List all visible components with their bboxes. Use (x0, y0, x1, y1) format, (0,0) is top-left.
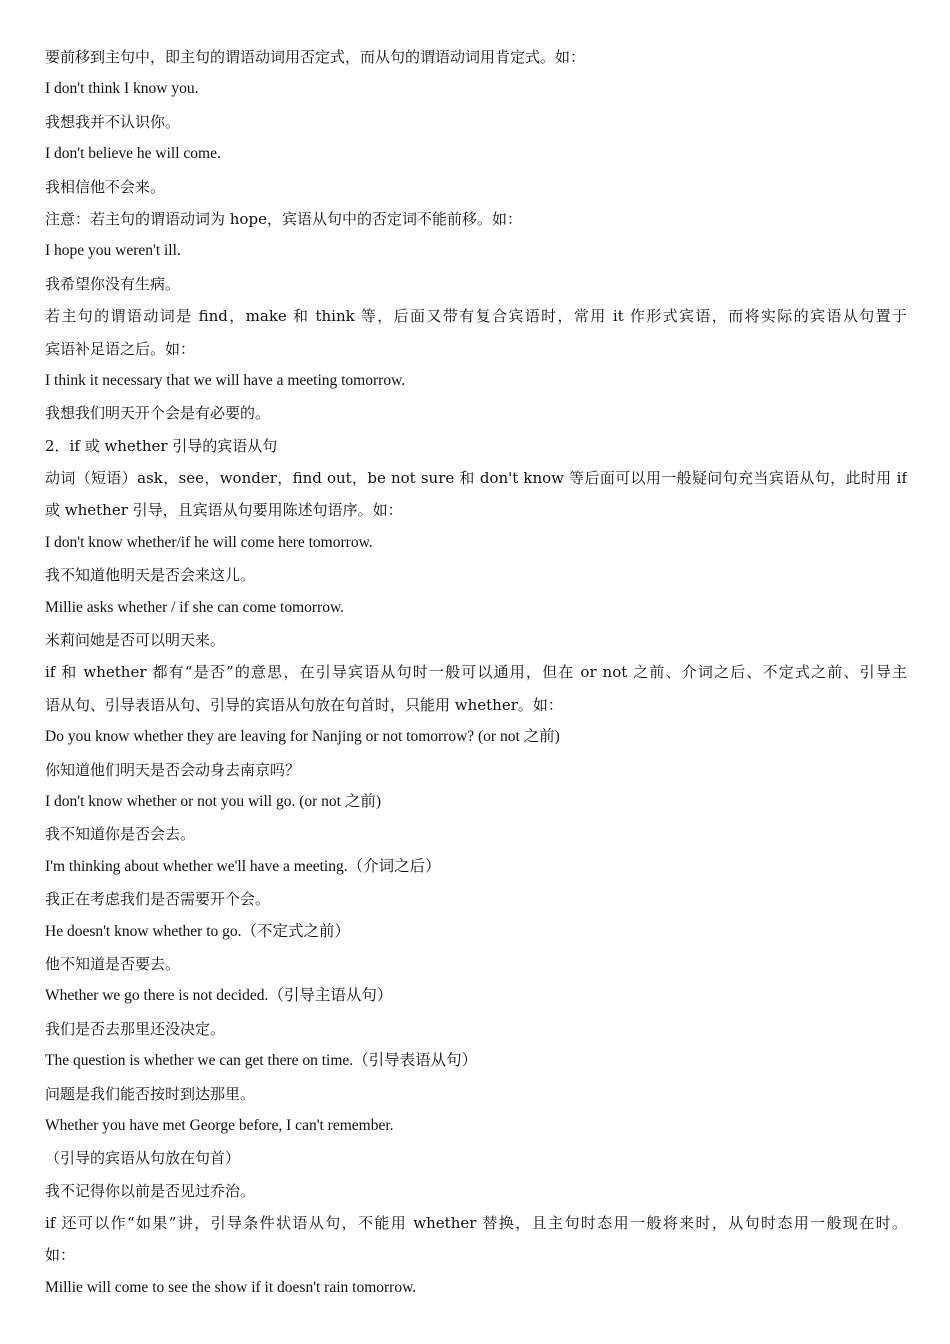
example-sentence: I don't know whether/if he will come here tomorrow. (45, 533, 373, 551)
text-line: 动词（短语）ask，see，wonder，find out，be not sure 和 don't know 等后面可以用一般疑问句充当宾语从句，此时用 if (45, 469, 907, 488)
example-sentence: Whether you have met George before, I can't remember. (45, 1116, 394, 1134)
translation-line: 我不知道你是否会去。 (45, 825, 196, 844)
example-sentence: Whether we go there is not decided.（引导主语从句） (45, 987, 393, 1005)
translation-line: 问题是我们能否按时到达那里。 (45, 1084, 256, 1103)
translation-line: 我不记得你以前是否见过乔治。 (45, 1181, 256, 1200)
text-line: 如： (45, 1246, 76, 1265)
translation-line: 米莉问她是否可以明天来。 (45, 631, 226, 650)
translation-line: 我不知道他明天是否会来这儿。 (45, 566, 256, 585)
text-line: 语从句、引导表语从句、引导的宾语从句放在句首时，只能用 whether。如： (45, 695, 563, 714)
text-line: 宾语补足语之后。如： (45, 339, 196, 358)
example-sentence: I don't believe he will come. (45, 145, 221, 163)
translation-line: 我们是否去那里还没决定。 (45, 1019, 226, 1038)
translation-line: 你知道他们明天是否会动身去南京吗？ (45, 760, 301, 779)
translation-line: 我希望你没有生病。 (45, 274, 181, 293)
example-sentence: I don't know whether or not you will go. (or not 之前) (45, 792, 381, 810)
example-sentence: He doesn't know whether to go.（不定式之前） (45, 922, 351, 940)
document-body (45, 41, 907, 1304)
example-sentence: I'm thinking about whether we'll have a meeting.（介词之后） (45, 857, 441, 875)
example-sentence: I hope you weren't ill. (45, 242, 181, 260)
example-sentence: I think it necessary that we will have a meeting tomorrow. (45, 371, 406, 389)
text-line: if 还可以作“如果”讲，引导条件状语从句，不能用 whether 替换，且主句时态用一般将来时，从句时态用一般现在时。 (45, 1214, 907, 1233)
translation-line: 他不知道是否要去。 (45, 954, 181, 973)
translation-line: 我正在考虑我们是否需要开个会。 (45, 890, 271, 909)
translation-line: 我相信他不会来。 (45, 177, 166, 196)
example-sentence: I don't think I know you. (45, 80, 199, 98)
example-sentence: Millie asks whether / if she can come tomorrow. (45, 598, 345, 616)
text-line: 若主句的谓语动词是 find，make 和 think 等，后面又带有复合宾语时，常用 it 作形式宾语，而将实际的宾语从句置于 (45, 307, 907, 326)
example-sentence: Millie will come to see the show if it doesn't rain tomorrow. (45, 1278, 417, 1296)
example-sentence: Do you know whether they are leaving for Nanjing or not tomorrow? (or not 之前) (45, 728, 560, 746)
text-line: 或 whether 引导，且宾语从句要用陈述句语序。如： (45, 501, 403, 520)
translation-line: 我想我们明天开个会是有必要的。 (45, 404, 271, 423)
note-line: （引导的宾语从句放在句首） (45, 1149, 241, 1168)
example-sentence: The question is whether we can get there on time.（引导表语从句） (45, 1052, 478, 1070)
note-line: 注意：若主句的谓语动词为 hope，宾语从句中的否定词不能前移。如： (45, 209, 522, 228)
translation-line: 我想我并不认识你。 (45, 112, 181, 131)
text-line: 要前移到主句中，即主句的谓语动词用否定式，而从句的谓语动词用肯定式。如： (45, 48, 586, 66)
text-line: if 和 whether 都有“是否”的意思，在引导宾语从句时一般可以通用，但在 or not 之前、介词之后、不定式之前、引导主 (45, 663, 907, 682)
section-heading: 2．if 或 whether 引导的宾语从句 (45, 436, 278, 455)
